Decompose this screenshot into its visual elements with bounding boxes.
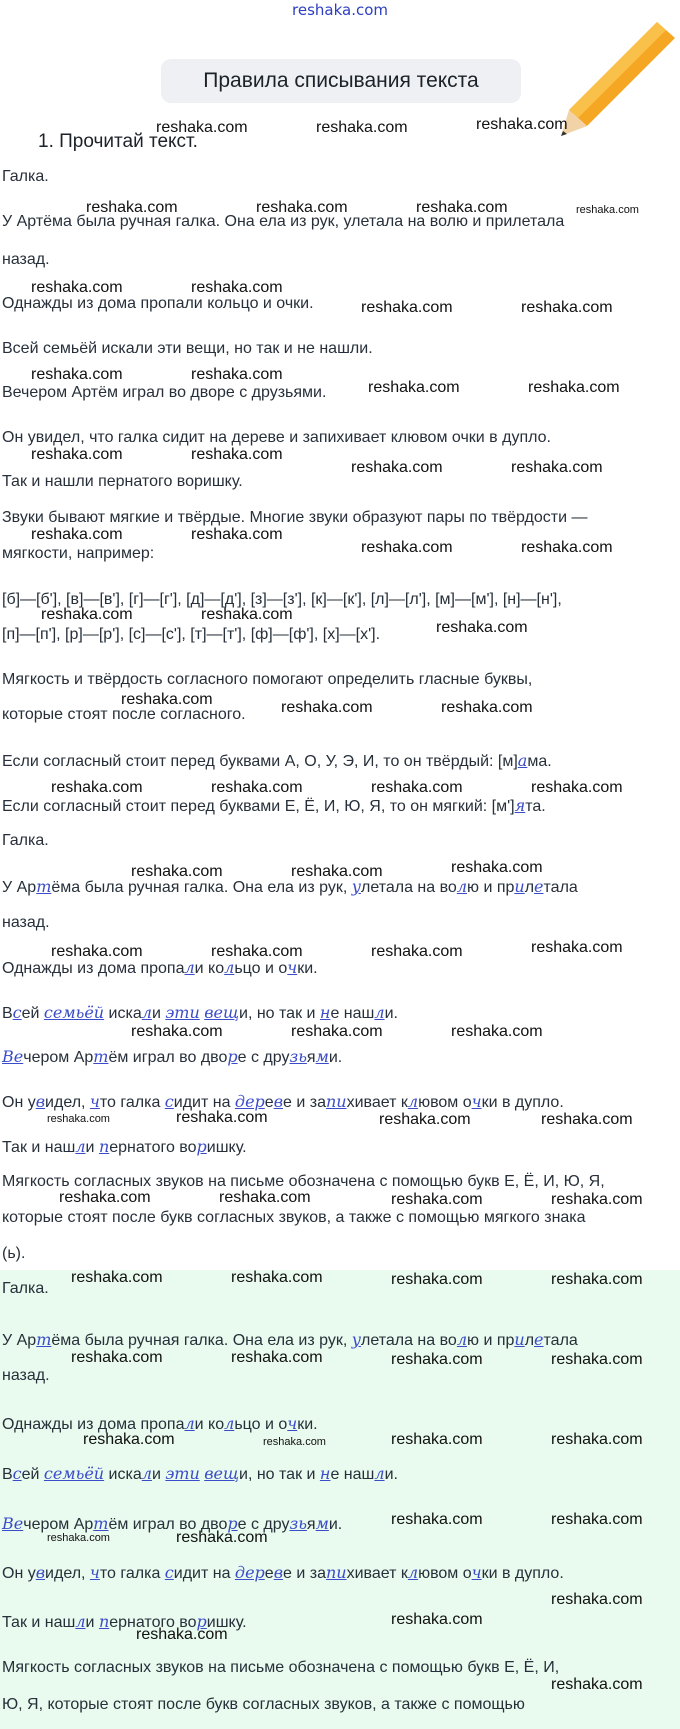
watermark: reshaka.com <box>281 699 373 716</box>
watermark: reshaka.com <box>41 606 133 623</box>
site-link[interactable]: reshaka.com <box>292 1 388 19</box>
watermark: reshaka.com <box>136 1626 228 1643</box>
watermark: reshaka.com <box>211 943 303 960</box>
text-line: Всей семьёй искали эти вещи, но так и не нашли. <box>2 340 373 357</box>
text-line: Так и нашли пернатого воришку. <box>2 1612 247 1631</box>
text-line: которые стоят после букв согласных звуков, а также с помощью мягкого знака <box>2 1209 586 1226</box>
watermark: reshaka.com <box>551 1191 643 1208</box>
watermark: reshaka.com <box>361 539 453 556</box>
text-line: назад. <box>2 251 50 268</box>
watermark: reshaka.com <box>231 1349 323 1366</box>
text-line: Вечером Артём играл во дворе с друзьями. <box>2 384 327 401</box>
text-line: Ю, Я, которые стоят после букв согласных звуков, а также с помощью <box>2 1696 525 1713</box>
watermark: reshaka.com <box>436 619 528 636</box>
watermark: reshaka.com <box>391 1271 483 1288</box>
watermark: reshaka.com <box>391 1611 483 1628</box>
watermark: reshaka.com <box>211 779 303 796</box>
text-line: Галка. <box>2 168 49 185</box>
text-line: [б]—[б'], [в]—[в'], [г]—[г'], [д]—[д'], [з]—[з'], [к]—[к'], [л]—[л'], [м]—[м'], [н]—[н'], <box>2 591 562 608</box>
text-line: У Артёма была ручная галка. Она ела из рук, улетала на волю и прилетала <box>2 213 565 230</box>
watermark: reshaka.com <box>351 459 443 476</box>
watermark: reshaka.com <box>51 779 143 796</box>
watermark: reshaka.com <box>576 204 639 216</box>
watermark: reshaka.com <box>531 939 623 956</box>
watermark: reshaka.com <box>83 1431 175 1448</box>
watermark: reshaka.com <box>31 366 123 383</box>
watermark: reshaka.com <box>391 1431 483 1448</box>
text-line: Мягкость и твёрдость согласного помогают определить гласные буквы, <box>2 671 533 688</box>
text-line: Так и нашли пернатого воришку. <box>2 1137 247 1156</box>
watermark: reshaka.com <box>31 279 123 296</box>
text-line: Однажды из дома пропали кольцо и очки. <box>2 958 318 977</box>
watermark: reshaka.com <box>291 863 383 880</box>
watermark: reshaka.com <box>361 299 453 316</box>
text-line: назад. <box>2 1367 50 1384</box>
watermark: reshaka.com <box>291 1023 383 1040</box>
text-line: (ь). <box>2 1245 26 1262</box>
watermark: reshaka.com <box>551 1351 643 1368</box>
text-line: Всей семьёй искали эти вещи, но так и не нашли. <box>2 1003 398 1022</box>
watermark: reshaka.com <box>176 1529 268 1546</box>
text-line: У Артёма была ручная галка. Она ела из рук, улетала на волю и прилетала <box>2 1330 578 1349</box>
watermark: reshaka.com <box>31 526 123 543</box>
watermark: reshaka.com <box>131 1023 223 1040</box>
watermark: reshaka.com <box>521 299 613 316</box>
watermark: reshaka.com <box>476 116 568 133</box>
watermark: reshaka.com <box>551 1271 643 1288</box>
watermark: reshaka.com <box>191 446 283 463</box>
watermark: reshaka.com <box>391 1351 483 1368</box>
text-line: У Артёма была ручная галка. Она ела из рук, улетала на волю и прилетала <box>2 877 578 896</box>
watermark: reshaka.com <box>551 1676 643 1693</box>
page-title: Правила списывания текста <box>161 59 521 103</box>
watermark: reshaka.com <box>191 366 283 383</box>
text-line: Однажды из дома пропали кольцо и очки. <box>2 1414 318 1433</box>
watermark: reshaka.com <box>511 459 603 476</box>
watermark: reshaka.com <box>231 1269 323 1286</box>
text-line: которые стоят после согласного. <box>2 706 246 723</box>
watermark: reshaka.com <box>551 1431 643 1448</box>
text-line: Если согласный стоит перед буквами А, О, У, Э, И, то он твёрдый: [м]ама. <box>2 751 552 770</box>
text-line: Он увидел, что галка сидит на дереве и запихивает клювом очки в дупло. <box>2 1563 564 1582</box>
watermark: reshaka.com <box>176 1109 268 1126</box>
watermark: reshaka.com <box>451 859 543 876</box>
text-line: Если согласный стоит перед буквами Е, Ё, И, Ю, Я, то он мягкий: [м']ята. <box>2 796 546 815</box>
text-line: Вечером Артём играл во дворе с друзьями. <box>2 1514 343 1533</box>
watermark: reshaka.com <box>47 1113 110 1125</box>
watermark: reshaka.com <box>316 119 408 136</box>
watermark: reshaka.com <box>551 1511 643 1528</box>
watermark: reshaka.com <box>391 1191 483 1208</box>
watermark: reshaka.com <box>531 779 623 796</box>
watermark: reshaka.com <box>191 279 283 296</box>
text-line: Галка. <box>2 832 49 849</box>
watermark: reshaka.com <box>191 526 283 543</box>
text-line: Так и нашли пернатого воришку. <box>2 473 243 490</box>
watermark: reshaka.com <box>541 1111 633 1128</box>
watermark: reshaka.com <box>156 119 248 136</box>
watermark: reshaka.com <box>528 379 620 396</box>
text-line: Однажды из дома пропали кольцо и очки. <box>2 295 314 312</box>
watermark: reshaka.com <box>201 606 293 623</box>
text-line: [п]—[п'], [р]—[р'], [с]—[с'], [т]—[т'], [ф]—[ф'], [х]—[х']. <box>2 626 381 643</box>
task-heading: 1. Прочитай текст. <box>38 131 198 152</box>
watermark: reshaka.com <box>31 446 123 463</box>
watermark: reshaka.com <box>219 1189 311 1206</box>
watermark: reshaka.com <box>551 1591 643 1608</box>
text-line: мягкости, например: <box>2 545 155 562</box>
text-line: Галка. <box>2 1280 49 1297</box>
watermark: reshaka.com <box>416 199 508 216</box>
watermark: reshaka.com <box>121 691 213 708</box>
watermark: reshaka.com <box>371 943 463 960</box>
text-line: Он увидел, что галка сидит на дереве и запихивает клювом очки в дупло. <box>2 429 551 446</box>
watermark: reshaka.com <box>368 379 460 396</box>
watermark: reshaka.com <box>263 1436 326 1448</box>
text-line: Звуки бывают мягкие и твёрдые. Многие звуки образуют пары по твёрдости — <box>2 509 588 526</box>
text-line: Вечером Артём играл во дворе с друзьями. <box>2 1047 343 1066</box>
watermark: reshaka.com <box>521 539 613 556</box>
text-line: назад. <box>2 914 50 931</box>
watermark: reshaka.com <box>131 863 223 880</box>
watermark: reshaka.com <box>256 199 348 216</box>
watermark: reshaka.com <box>451 1023 543 1040</box>
watermark: reshaka.com <box>71 1269 163 1286</box>
watermark: reshaka.com <box>59 1189 151 1206</box>
text-line: Мягкость согласных звуков на письме обозначена с помощью букв Е, Ё, И, Ю, Я, <box>2 1173 605 1190</box>
watermark: reshaka.com <box>71 1349 163 1366</box>
watermark: reshaka.com <box>379 1111 471 1128</box>
watermark: reshaka.com <box>441 699 533 716</box>
text-line: Он увидел, что галка сидит на дереве и запихивает клювом очки в дупло. <box>2 1092 564 1111</box>
watermark: reshaka.com <box>47 1532 110 1544</box>
watermark: reshaka.com <box>371 779 463 796</box>
text-line: Мягкость согласных звуков на письме обозначена с помощью букв Е, Ё, И, <box>2 1659 560 1676</box>
watermark: reshaka.com <box>51 943 143 960</box>
text-line: Всей семьёй искали эти вещи, но так и не нашли. <box>2 1464 398 1483</box>
watermark: reshaka.com <box>391 1511 483 1528</box>
watermark: reshaka.com <box>86 199 178 216</box>
